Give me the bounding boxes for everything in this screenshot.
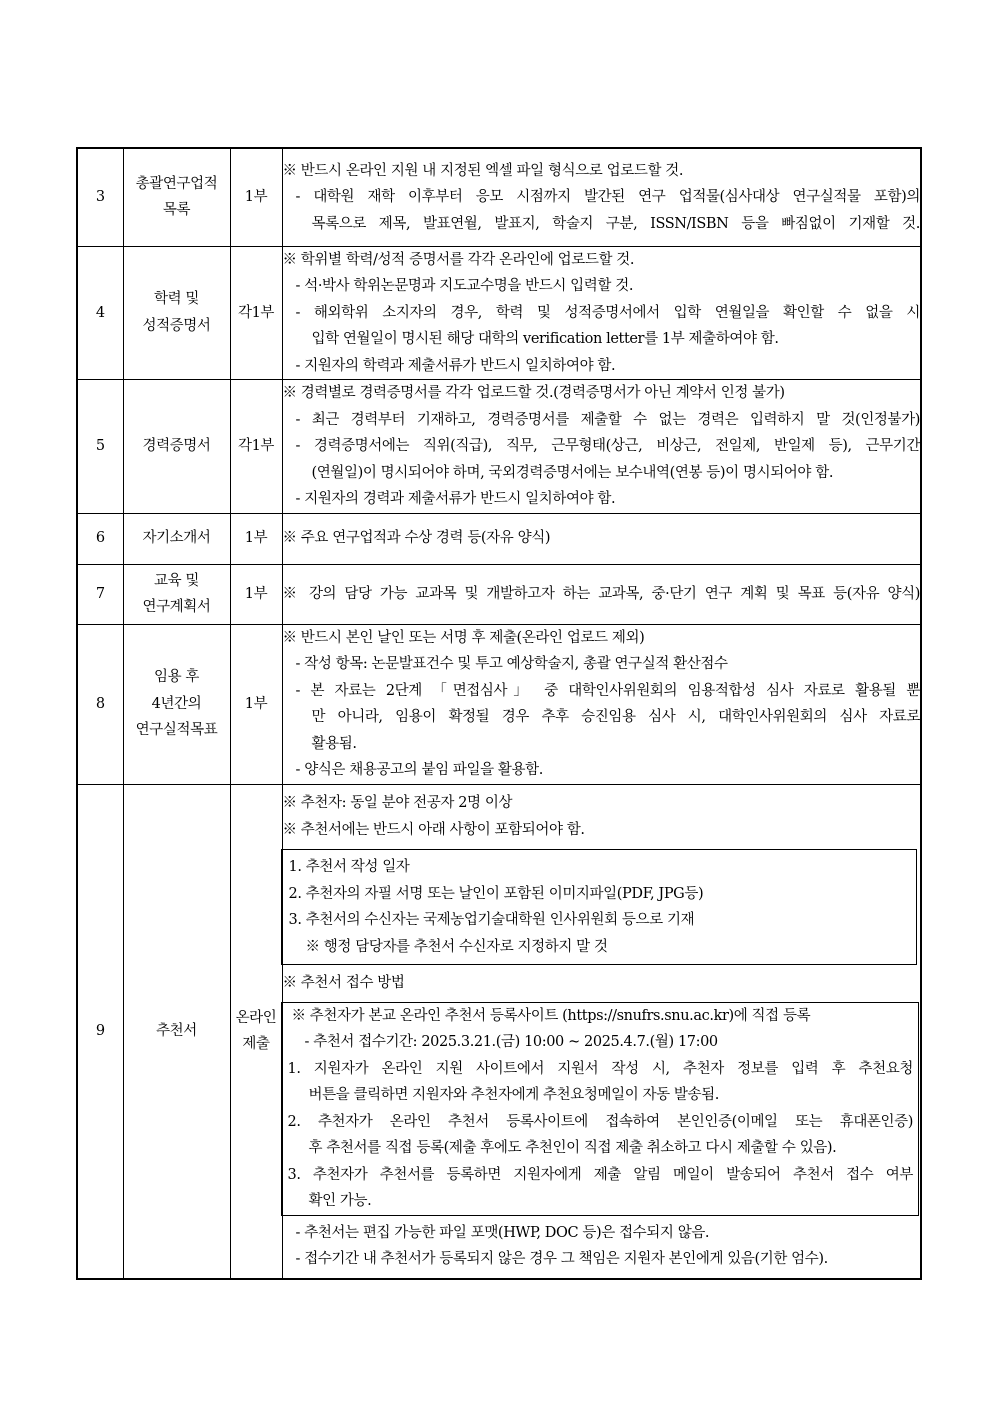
table-row (77, 564, 921, 624)
submission-method-title: ※ 추천서 접수 방법 (282, 975, 405, 991)
instruction-line: ※ 학위별 학력/성적 증명서를 각각 온라인에 업로드할 것. (282, 251, 635, 268)
table-row (77, 624, 921, 784)
instructions (282, 148, 921, 246)
row-number: 6 (77, 513, 123, 564)
instruction-line: - 지원자의 경력과 제출서류가 반드시 일치하여야 함. (295, 491, 616, 507)
list-item: 2. 추천자의 자필 서명 또는 날인이 포함된 이미지파일(PDF, JPG등) (288, 885, 704, 902)
method-line: 1. 지원자가 온라인 지원 사이트에서 지원서 작성 시, 추천자 정보를 입력 후 추천요청 (287, 1060, 913, 1077)
instruction-line: (연월일)이 명시되어야 하며, 국외경력증명서에는 보수내역(연봉 등)이 명시되어야 함. (311, 464, 834, 481)
recommendation-items-box (281, 849, 918, 965)
instructions (282, 246, 921, 380)
instructions (282, 624, 921, 784)
list-item: 1. 추천서 작성 일자 (288, 859, 410, 875)
instruction-line: - 석·박사 학위논문명과 지도교수명을 반드시 입력할 것. (295, 278, 634, 294)
method-line: 버튼을 클릭하면 지원자와 추천자에게 추천요청메일이 자동 발송됨. (308, 1087, 719, 1103)
table-row (77, 513, 921, 564)
table-row (77, 246, 921, 380)
instruction-line: 목록으로 제목, 발표연월, 발표지, 학술지 구분, ISSN/ISBN 등을 빠짐없이 기재할 것. (311, 215, 920, 232)
copy-count: 1부 (230, 513, 282, 564)
document-name: 자기소개서 (123, 513, 230, 564)
instruction-line: - 접수기간 내 추천서가 등록되지 않은 경우 그 책임은 지원자 본인에게 있음(기한 엄수). (295, 1251, 828, 1267)
instruction-line: ※ 반드시 온라인 지원 내 지정된 엑셀 파일 형식으로 업로드할 것. (282, 162, 684, 179)
copy-count: 1부 (230, 624, 282, 784)
instructions (282, 564, 921, 624)
instruction-line: - 대학원 재학 이후부터 응모 시점까지 발간된 연구 업적물(심사대상 연구실적물 포함)의 (295, 189, 920, 205)
copy-count: 온라인 제출 (230, 784, 282, 1279)
document-name: 추천서 (123, 784, 230, 1279)
table-row (77, 380, 921, 514)
instruction-line: ※ 강의 담당 가능 교과목 및 개발하고자 하는 교과목, 중·단기 연구 계획 및 목표 등(자유 양식) (282, 585, 920, 602)
row-number: 8 (77, 624, 123, 784)
instructions (282, 784, 921, 1279)
instructions (282, 513, 921, 564)
table-row (77, 784, 921, 1279)
instruction-line: ※ 반드시 본인 날인 또는 서명 후 제출(온라인 업로드 제외) (282, 629, 645, 646)
method-line: 확인 가능. (308, 1193, 372, 1209)
instruction-line: 활용됨. (311, 735, 357, 752)
list-item-note: ※ 행정 담당자를 추천서 수신자로 지정하지 말 것 (305, 938, 608, 955)
row-number: 3 (77, 148, 123, 246)
instruction-line: - 양식은 채용공고의 붙임 파일을 활용함. (295, 762, 543, 778)
instruction-line: - 본 자료는 2단계 「면접심사」 중 대학인사위원회의 임용적합성 심사 자료로 활용될 뿐 (295, 682, 920, 699)
copy-count: 1부 (230, 148, 282, 246)
method-line: 2. 추천자가 온라인 추천서 등록사이트에 접속하여 본인인증(이메일 또는 휴대폰인증) (287, 1113, 913, 1130)
copy-count: 각1부 (230, 246, 282, 380)
row-number: 4 (77, 246, 123, 380)
table-row (77, 148, 921, 246)
method-line: 3. 추천자가 추천서를 등록하면 지원자에게 제출 알림 메일이 발송되어 추천서 접수 여부 (287, 1166, 913, 1183)
submission-method-box (281, 1002, 920, 1216)
instructions (282, 380, 921, 514)
instruction-line: 만 아니라, 임용이 확정될 경우 추후 승진임용 심사 시, 대학인사위원회의 심사 자료로 (311, 709, 920, 725)
document-name: 임용 후 4년간의 연구실적목표 (123, 624, 230, 784)
row-number: 7 (77, 564, 123, 624)
instruction-line: - 추천서는 편집 가능한 파일 포맷(HWP, DOC 등)은 접수되지 않음. (295, 1224, 710, 1241)
row-number: 5 (77, 380, 123, 514)
document-name: 학력 및 성적증명서 (123, 246, 230, 380)
row-number: 9 (77, 784, 123, 1279)
method-line: ※ 추천자가 본교 온라인 추천서 등록사이트 (https://snufrs.snu.ac.kr)에 직접 등록 (291, 1007, 811, 1024)
instruction-line: - 지원자의 학력과 제출서류가 반드시 일치하여야 함. (295, 357, 616, 374)
document-name: 교육 및 연구계획서 (123, 564, 230, 624)
instruction-line: ※ 경력별로 경력증명서를 각각 업로드할 것.(경력증명서가 아닌 계약서 인정 불가) (282, 385, 785, 401)
document-name: 총괄연구업적 목록 (123, 148, 230, 246)
copy-count: 1부 (230, 564, 282, 624)
instruction-line: 입학 연월일이 명시된 해당 대학의 verification letter를 1부 제출하여야 함. (311, 331, 779, 347)
list-item: 3. 추천서의 수신자는 국제농업기술대학원 인사위원회 등으로 기재 (288, 912, 695, 928)
instruction-line: - 경력증명서에는 직위(직급), 직무, 근무형태(상근, 비상근, 전일제, 반일제 등), 근무기간 (295, 438, 920, 454)
instruction-line: - 작성 항목: 논문발표건수 및 투고 예상학술지, 총괄 연구실적 환산점수 (295, 656, 728, 672)
instruction-line: ※ 추천서에는 반드시 아래 사항이 포함되어야 함. (282, 821, 585, 838)
instruction-line: - 최근 경력부터 기재하고, 경력증명서를 제출할 수 없는 경력은 입력하지 말 것(인정불가) (295, 411, 920, 428)
instruction-line: ※ 주요 연구업적과 수상 경력 등(자유 양식) (282, 530, 551, 547)
method-line: - 추천서 접수기간: 2025.3.21.(금) 10:00 ~ 2025.4.7.(월) 17:00 (304, 1034, 718, 1050)
instruction-line: - 해외학위 소지자의 경우, 학력 및 성적증명서에서 입학 연월일을 확인할 수 없을 시 (295, 304, 920, 321)
method-line: 후 추천서를 직접 등록(제출 후에도 추천인이 직접 제출 취소하고 다시 제출할 수 있음). (308, 1140, 837, 1156)
document-name: 경력증명서 (123, 380, 230, 514)
instruction-line: ※ 추천자: 동일 분야 전공자 2명 이상 (282, 795, 513, 811)
copy-count: 각1부 (230, 380, 282, 514)
requirements-table (76, 147, 922, 1280)
